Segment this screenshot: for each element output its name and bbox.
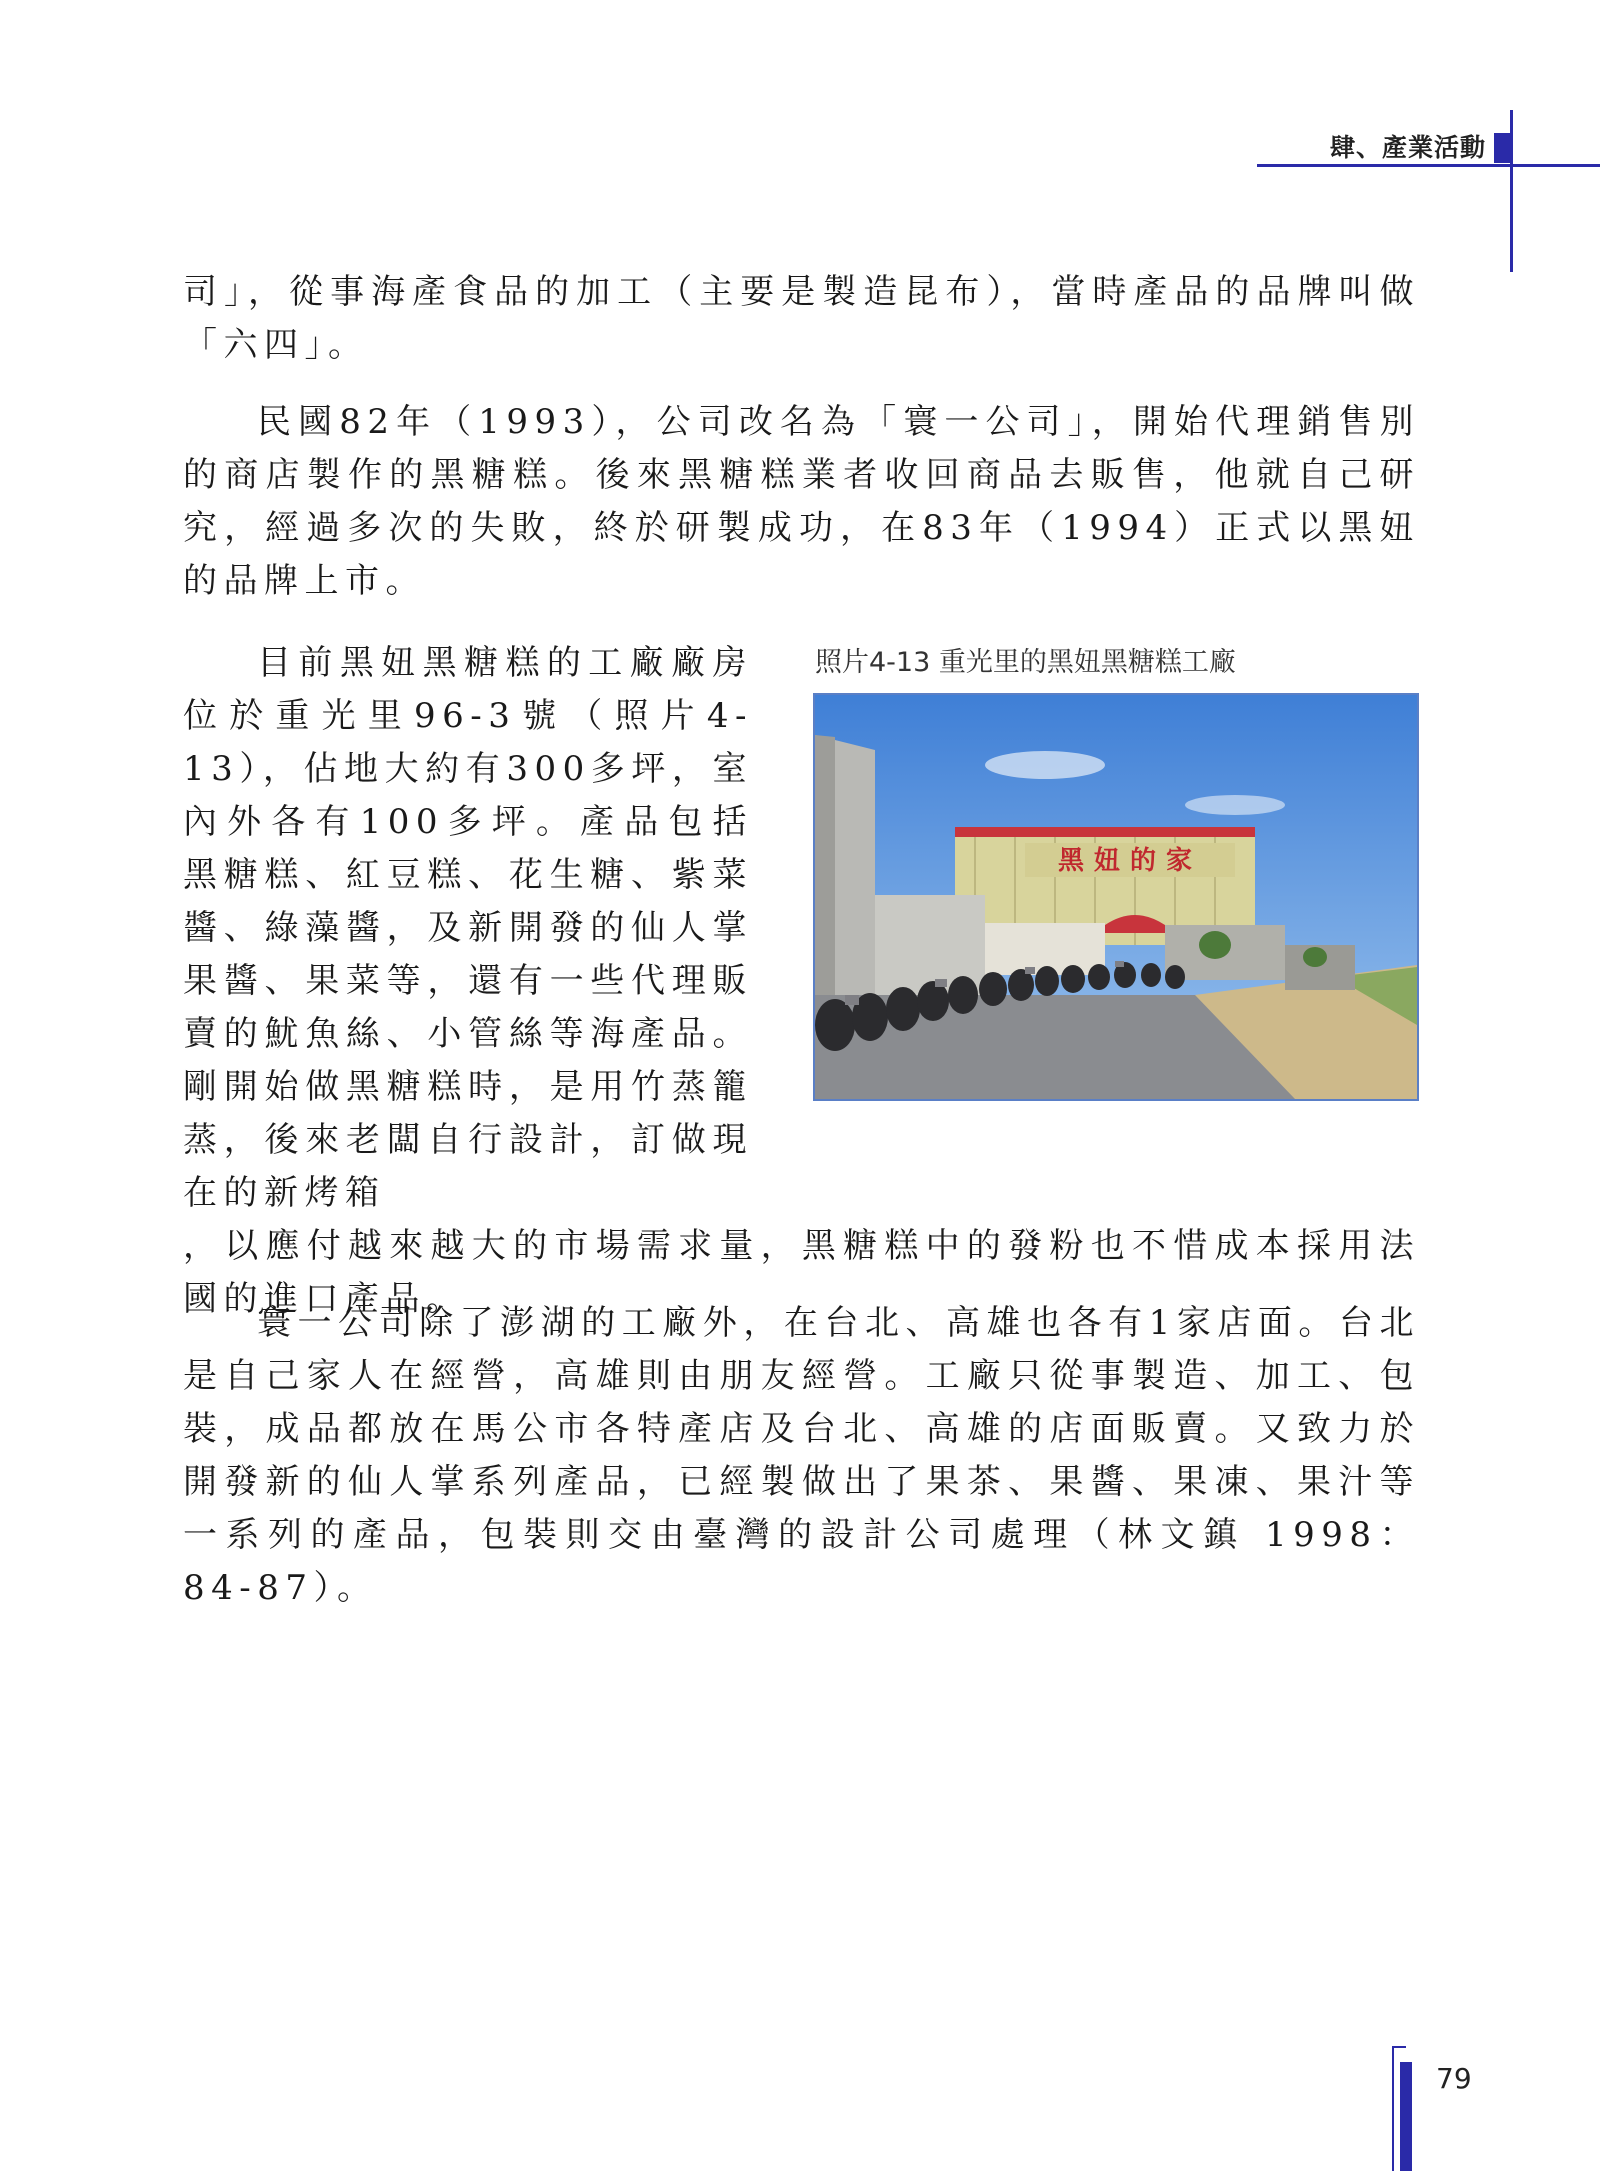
paragraph-2: 民國82年（1993），公司改名為「寰一公司」，開始代理銷售別的商店製作的黑糖糕。後來黑糖糕業者收回商品去販售，他就自己研究，經過多次的失敗，終於研製成功，在83年（1994）正式以黑妞的品牌上市。 (183, 402, 1420, 601)
paragraph-1: 司」，從事海產食品的加工（主要是製造昆布），當時產品的品牌叫做「六四」。 (183, 272, 1420, 365)
paragraph-3-wide: ，以應付越來越大的市場需求量，黑糖糕中的發粉也不惜成本採用法國的進口產品。 (183, 1226, 1420, 1319)
paragraph-4: 寰一公司除了澎湖的工廠外，在台北、高雄也各有1家店面。台北是自己家人在經營，高雄則由朋友經營。工廠只從事製造、加工、包裝，成品都放在馬公市各特產店及台北、高雄的店面販賣。又致力於開發新的仙人掌系列產品，已經製做出了果茶、果醬、果凍、果汁等一系列的產品，包裝則交由臺灣的設計公司處理（林文鎮 1998：84-87）。 (183, 1303, 1420, 1608)
paragraph-3-narrow: 目前黑妞黑糖糕的工廠廠房位於重光里96-3號（照片4-13），佔地大約有300多坪，室內外各有100多坪。產品包括黑糖糕、紅豆糕、花生糖、紫菜醬、綠藻醬，及新開發的仙人掌果醬、果菜等，還有一些代理販賣的魷魚絲、小管絲等海產品。剛開始做黑糖糕時，是用竹蒸籠蒸，後來老闆自行設計，訂做現在的新烤箱 (183, 643, 753, 1213)
header-rule-horizontal (1257, 164, 1600, 167)
figure-caption: 照片4-13 重光里的黑妞黑糖糕工廠 (815, 647, 1236, 678)
factory-sign-text: 黑妞的家 (1057, 846, 1203, 876)
header-accent-block (1494, 133, 1510, 163)
factory-photo (813, 693, 1419, 1101)
section-title: 肆、產業活動 (1329, 133, 1486, 162)
footer-rule-thick (1400, 2062, 1412, 2171)
footer-rule-tick (1392, 2046, 1406, 2048)
footer-rule-thin (1392, 2046, 1394, 2171)
page-number: 79 (1436, 2062, 1472, 2095)
header-rule-vertical (1510, 110, 1513, 272)
